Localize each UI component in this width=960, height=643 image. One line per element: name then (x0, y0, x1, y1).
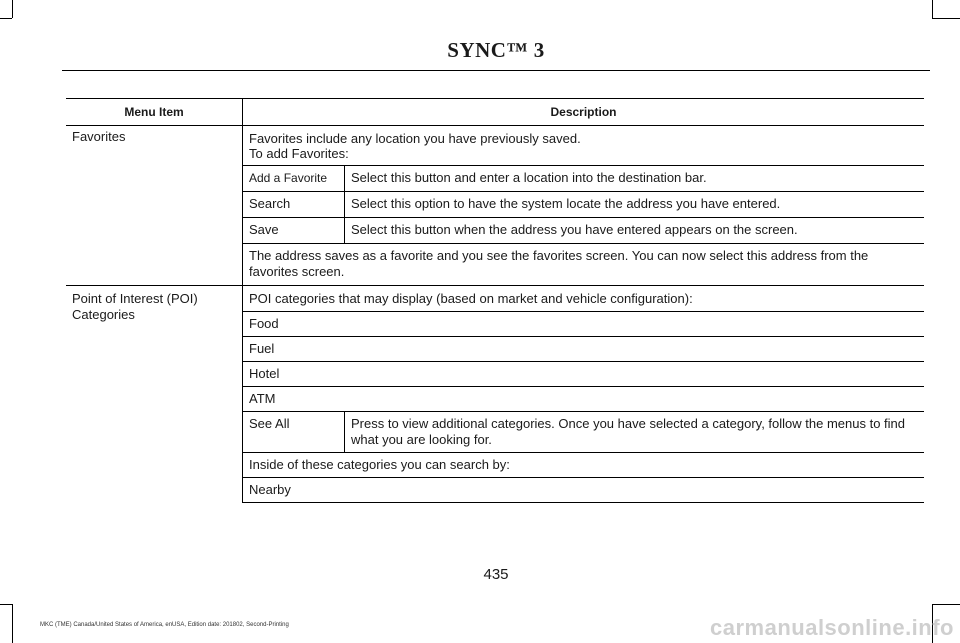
menu-item-poi: Point of Interest (POI) Categories (72, 291, 198, 322)
favorites-outro: The address saves as a favorite and you see the favorites screen. You can now select this address from the favorites screen. (243, 243, 924, 285)
footer-edition: MKC (TME) Canada/United States of America, enUSA, Edition date: 201802, Second-Printing (40, 622, 289, 628)
poi-category: Fuel (243, 336, 924, 361)
poi-category: Hotel (243, 361, 924, 386)
step-name: Save (249, 222, 279, 237)
favorites-intro-block (243, 126, 924, 165)
favorites-to-add: To add Favorites: (249, 146, 349, 161)
crop-mark (932, 604, 960, 605)
step-description: Select this option to have the system locate the address you have entered. (344, 192, 924, 217)
poi-see-all-row (243, 411, 924, 452)
header-menu-item: Menu Item (124, 105, 184, 119)
description-poi (242, 286, 924, 503)
page-title: SYNC™ 3 (447, 38, 545, 62)
see-all-description: Press to view additional categories. Once you have selected a category, follow the menus to find what you are looking for. (344, 412, 924, 452)
step-name: Add a Favorite (249, 171, 328, 185)
favorites-intro: Favorites include any location you have previously saved. (249, 131, 581, 146)
poi-nearby: Nearby (243, 477, 924, 503)
favorites-step-row (243, 217, 924, 243)
header-description: Description (242, 99, 924, 125)
description-favorites (242, 126, 924, 285)
watermark: carmanualsonline.info (710, 615, 954, 640)
step-description: Select this button and enter a location into the destination bar. (344, 166, 924, 191)
crop-mark (12, 604, 13, 643)
poi-search-by: Inside of these categories you can search by: (243, 452, 924, 477)
step-description: Select this button when the address you have entered appears on the screen. (344, 218, 924, 243)
menu-item-favorites: Favorites (72, 129, 126, 144)
table-row-poi (66, 286, 924, 503)
menu-table (66, 98, 924, 503)
table-header (66, 98, 924, 126)
poi-category: ATM (243, 386, 924, 411)
poi-category: Food (243, 311, 924, 336)
title-divider (62, 70, 930, 71)
favorites-step-row (243, 191, 924, 217)
poi-intro: POI categories that may display (based on market and vehicle configuration): (249, 291, 693, 306)
crop-mark (0, 604, 12, 605)
crop-mark (12, 0, 13, 18)
see-all-name: See All (249, 416, 290, 431)
crop-mark (0, 18, 12, 19)
crop-mark (932, 18, 960, 19)
step-name: Search (249, 196, 291, 211)
page-number: 435 (483, 566, 509, 583)
crop-mark (932, 0, 933, 18)
favorites-step-row (243, 165, 924, 191)
table-row-favorites (66, 126, 924, 286)
